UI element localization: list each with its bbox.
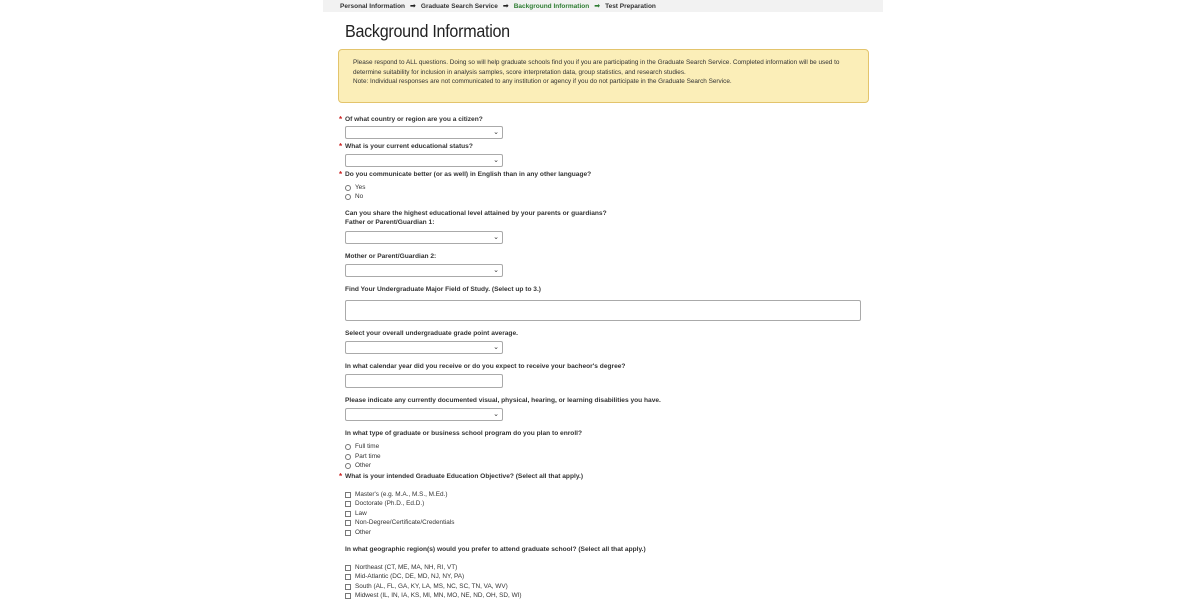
radio-button[interactable] xyxy=(345,463,351,469)
objective-option-label: Master's (e.g. M.A., M.S., M.Ed.) xyxy=(355,491,448,498)
bachelor-year-question: In what calendar year did you receive or do you expect to receive your bacheor's degree? xyxy=(345,363,626,370)
checkbox[interactable] xyxy=(345,530,351,536)
program-option-label: Other xyxy=(355,462,371,469)
objective-non-degree-option[interactable] xyxy=(345,519,454,526)
chevron-down-icon: ⌄ xyxy=(493,267,499,274)
objective-option-label: Non-Degree/Certificate/Credentials xyxy=(355,519,455,526)
chevron-down-icon: ⌄ xyxy=(493,157,499,164)
citizen-label: Of what country or region are you a citizen? xyxy=(345,116,483,123)
program-part-time-option[interactable] xyxy=(345,453,381,460)
radio-button[interactable] xyxy=(345,444,351,450)
region-question: In what geographic region(s) would you prefer to attend graduate school? (Select all that apply.) xyxy=(345,546,646,553)
edu-status-select[interactable] xyxy=(345,154,503,167)
father-education-select[interactable] xyxy=(345,231,503,244)
english-label: Do you communicate better (or as well) in English than in any other language? xyxy=(345,171,592,178)
objective-option-label: Other xyxy=(355,529,371,536)
objective-option-label: Doctorate (Ph.D., Ed.D.) xyxy=(355,500,425,507)
checkbox[interactable] xyxy=(345,492,351,498)
edu-status-question xyxy=(339,142,473,151)
objective-option-label: Law xyxy=(355,510,367,517)
objective-law-option[interactable] xyxy=(345,510,367,517)
checkbox[interactable] xyxy=(345,565,351,571)
region-option-label: Midwest (IL, IN, IA, KS, MI, MN, MO, NE, ND, OH, SD, WI) xyxy=(355,592,522,599)
program-full-time-option[interactable] xyxy=(345,443,379,450)
page-container xyxy=(323,0,883,600)
region-option-label: South (AL, FL, GA, KY, LA, MS, NC, SC, TN, VA, WV) xyxy=(355,583,508,590)
required-marker: * xyxy=(339,115,343,124)
mother-label: Mother or Parent/Guardian 2: xyxy=(345,253,437,260)
english-question xyxy=(339,170,592,179)
chevron-down-icon: ⌄ xyxy=(493,344,499,351)
breadcrumb-graduate-search-service[interactable]: Graduate Search Service xyxy=(420,2,498,10)
chevron-down-icon: ⌄ xyxy=(493,411,499,418)
arrow-right-icon: ➡ xyxy=(502,3,509,10)
parents-question: Can you share the highest educational level attained by your parents or guardians? xyxy=(345,210,607,217)
chevron-down-icon: ⌄ xyxy=(493,234,499,241)
program-other-option[interactable] xyxy=(345,462,371,469)
objective-masters-option[interactable] xyxy=(345,491,447,498)
program-type-question: In what type of graduate or business school program do you plan to enroll? xyxy=(345,430,583,437)
region-midwest-option[interactable] xyxy=(345,592,522,599)
radio-button[interactable] xyxy=(345,194,351,200)
checkbox[interactable] xyxy=(345,501,351,507)
major-question: Find Your Undergraduate Major Field of Study. (Select up to 3.) xyxy=(345,286,541,293)
region-option-label: Mid-Atlantic (DC, DE, MD, NJ, NY, PA) xyxy=(355,573,465,580)
bachelor-year-input[interactable] xyxy=(345,374,503,388)
region-mid-atlantic-option[interactable] xyxy=(345,573,464,580)
gpa-select[interactable] xyxy=(345,341,503,354)
arrow-right-icon: ➡ xyxy=(594,3,601,10)
required-marker: * xyxy=(339,170,343,179)
checkbox[interactable] xyxy=(345,584,351,590)
checkbox[interactable] xyxy=(345,593,351,599)
breadcrumb-test-preparation[interactable]: Test Preparation xyxy=(605,2,656,10)
notice-note: Note: Individual responses are not communicated to any institution or agency if you do not participate in the Graduate Search Service. xyxy=(353,78,732,86)
breadcrumb-background-information: Background Information xyxy=(513,2,590,10)
disabilities-question: Please indicate any currently documented visual, physical, hearing, or learning disabilities you have. xyxy=(345,397,661,404)
radio-button[interactable] xyxy=(345,185,351,191)
mother-education-select[interactable] xyxy=(345,264,503,277)
objective-label: What is your intended Graduate Education Objective? (Select all that apply.) xyxy=(345,473,584,480)
region-south-option[interactable] xyxy=(345,583,508,590)
english-yes-label: Yes xyxy=(355,184,366,191)
english-yes-option[interactable] xyxy=(345,184,365,191)
citizen-question xyxy=(339,115,483,124)
checkbox[interactable] xyxy=(345,520,351,526)
father-label: Father or Parent/Guardian 1: xyxy=(345,219,435,226)
disabilities-select[interactable] xyxy=(345,408,503,421)
program-option-label: Part time xyxy=(355,453,381,460)
checkbox[interactable] xyxy=(345,511,351,517)
notice-box xyxy=(338,49,869,103)
required-marker: * xyxy=(339,472,343,481)
arrow-right-icon: ➡ xyxy=(410,3,416,10)
page-title: Background Information xyxy=(345,21,510,41)
objective-other-option[interactable] xyxy=(345,529,371,536)
gpa-question: Select your overall undergraduate grade point average. xyxy=(345,330,518,337)
edu-status-label: What is your current educational status? xyxy=(345,143,473,150)
objective-question xyxy=(339,472,584,481)
english-no-option[interactable] xyxy=(345,193,363,200)
region-option-label: Northeast (CT, ME, MA, NH, RI, VT) xyxy=(355,564,458,571)
citizen-select[interactable] xyxy=(345,126,503,139)
breadcrumb xyxy=(323,0,883,12)
checkbox[interactable] xyxy=(345,574,351,580)
notice-text: Please respond to ALL questions. Doing so will help graduate schools find you if you are participating in the Graduate Search Service. Completed information will be used to determine suitability for inclusion in analysis samples, score interpretation data, group statistics, and research studies. xyxy=(353,59,840,76)
breadcrumb-personal-information[interactable]: Personal Information xyxy=(340,2,406,10)
major-search-input[interactable] xyxy=(345,300,861,321)
objective-doctorate-option[interactable] xyxy=(345,500,424,507)
english-no-label: No xyxy=(355,193,364,200)
region-northeast-option[interactable] xyxy=(345,564,457,571)
required-marker: * xyxy=(339,142,343,151)
program-option-label: Full time xyxy=(355,443,380,450)
radio-button[interactable] xyxy=(345,454,351,460)
chevron-down-icon: ⌄ xyxy=(493,129,499,136)
